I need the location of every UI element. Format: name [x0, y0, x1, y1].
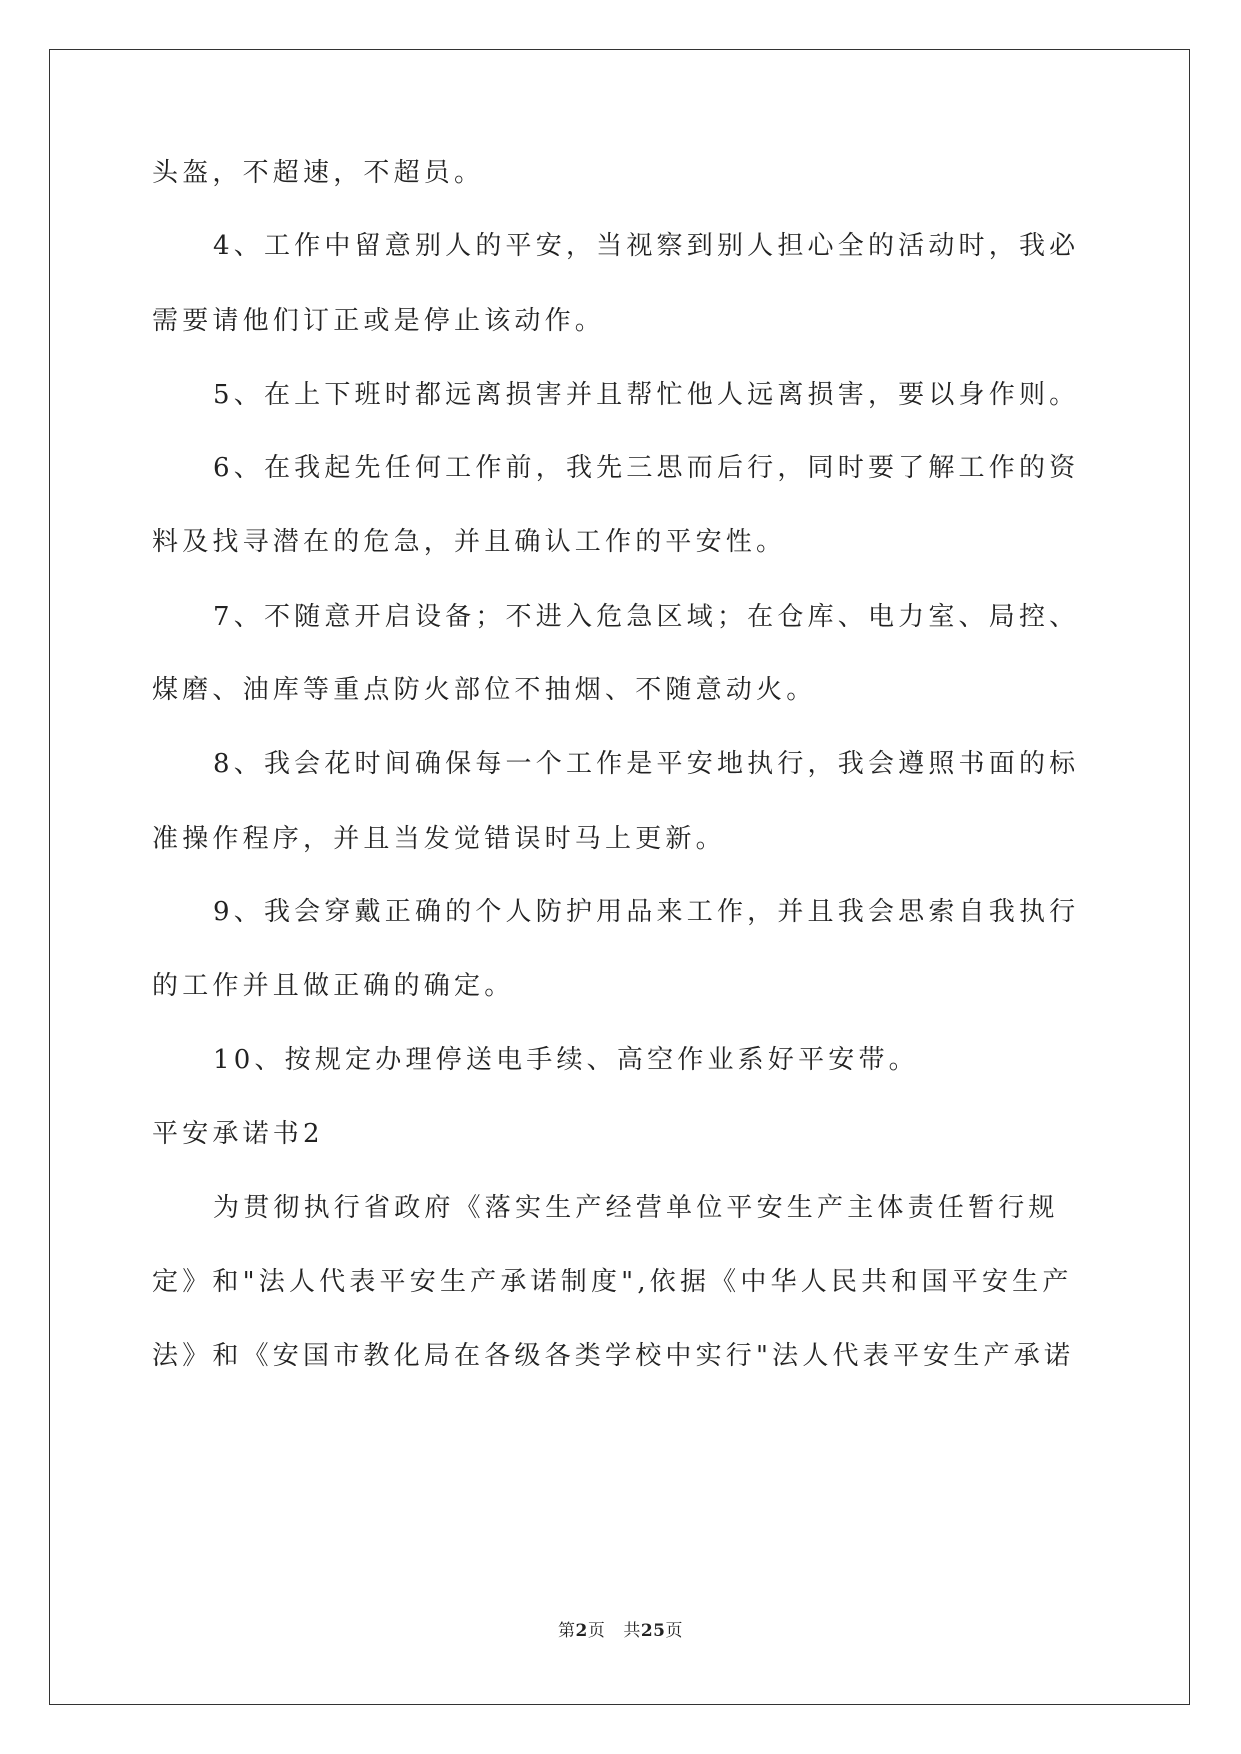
text-line: 需要请他们订正或是停止该动作。: [152, 306, 606, 336]
text-line: 为贯彻执行省政府《落实生产经营单位平安生产主体责任暂行规: [213, 1193, 1059, 1223]
text-line: 料及找寻潜在的危急，并且确认工作的平安性。: [152, 527, 787, 557]
section-heading: 平安承诺书2: [152, 1119, 324, 1149]
text-line: 煤磨、油库等重点防火部位不抽烟、不随意动火。: [152, 675, 817, 705]
text-line: 6、在我起先任何工作前，我先三思而后行，同时要了解工作的资: [213, 453, 1080, 483]
text-line: 准操作程序，并且当发觉错误时马上更新。: [152, 824, 726, 854]
text-line: 4、工作中留意别人的平安，当视察到别人担心全的活动时，我必: [213, 231, 1080, 261]
footer-page-suffix: 页: [587, 1621, 606, 1641]
text-line: 8、我会花时间确保每一个工作是平安地执行，我会遵照书面的标: [213, 749, 1080, 779]
text-line: 头盔，不超速，不超员。: [152, 158, 485, 188]
text-line: 7、不随意开启设备；不进入危急区域；在仓库、电力室、局控、: [213, 602, 1080, 632]
text-line: 定》和"法人代表平安生产承诺制度",依据《中华人民共和国平安生产: [152, 1267, 1073, 1297]
page-footer: [0, 1620, 1241, 1642]
text-line: 5、在上下班时都远离损害并且帮忙他人远离损害，要以身作则。: [213, 380, 1080, 410]
footer-prefix: 第: [557, 1621, 576, 1641]
text-line: 10、按规定办理停送电手续、高空作业系好平安带。: [213, 1045, 919, 1075]
text-line: 法》和《安国市教化局在各级各类学校中实行"法人代表平安生产承诺: [152, 1341, 1075, 1371]
page-number: 2: [575, 1621, 588, 1641]
total-pages: 25: [640, 1621, 666, 1641]
text-line: 的工作并且做正确的确定。: [152, 971, 515, 1001]
text-line: 9、我会穿戴正确的个人防护用品来工作，并且我会思索自我执行: [213, 897, 1080, 927]
footer-total-prefix: 共: [623, 1621, 641, 1641]
footer-total-suffix: 页: [665, 1621, 683, 1641]
page-border: [49, 49, 1190, 1705]
